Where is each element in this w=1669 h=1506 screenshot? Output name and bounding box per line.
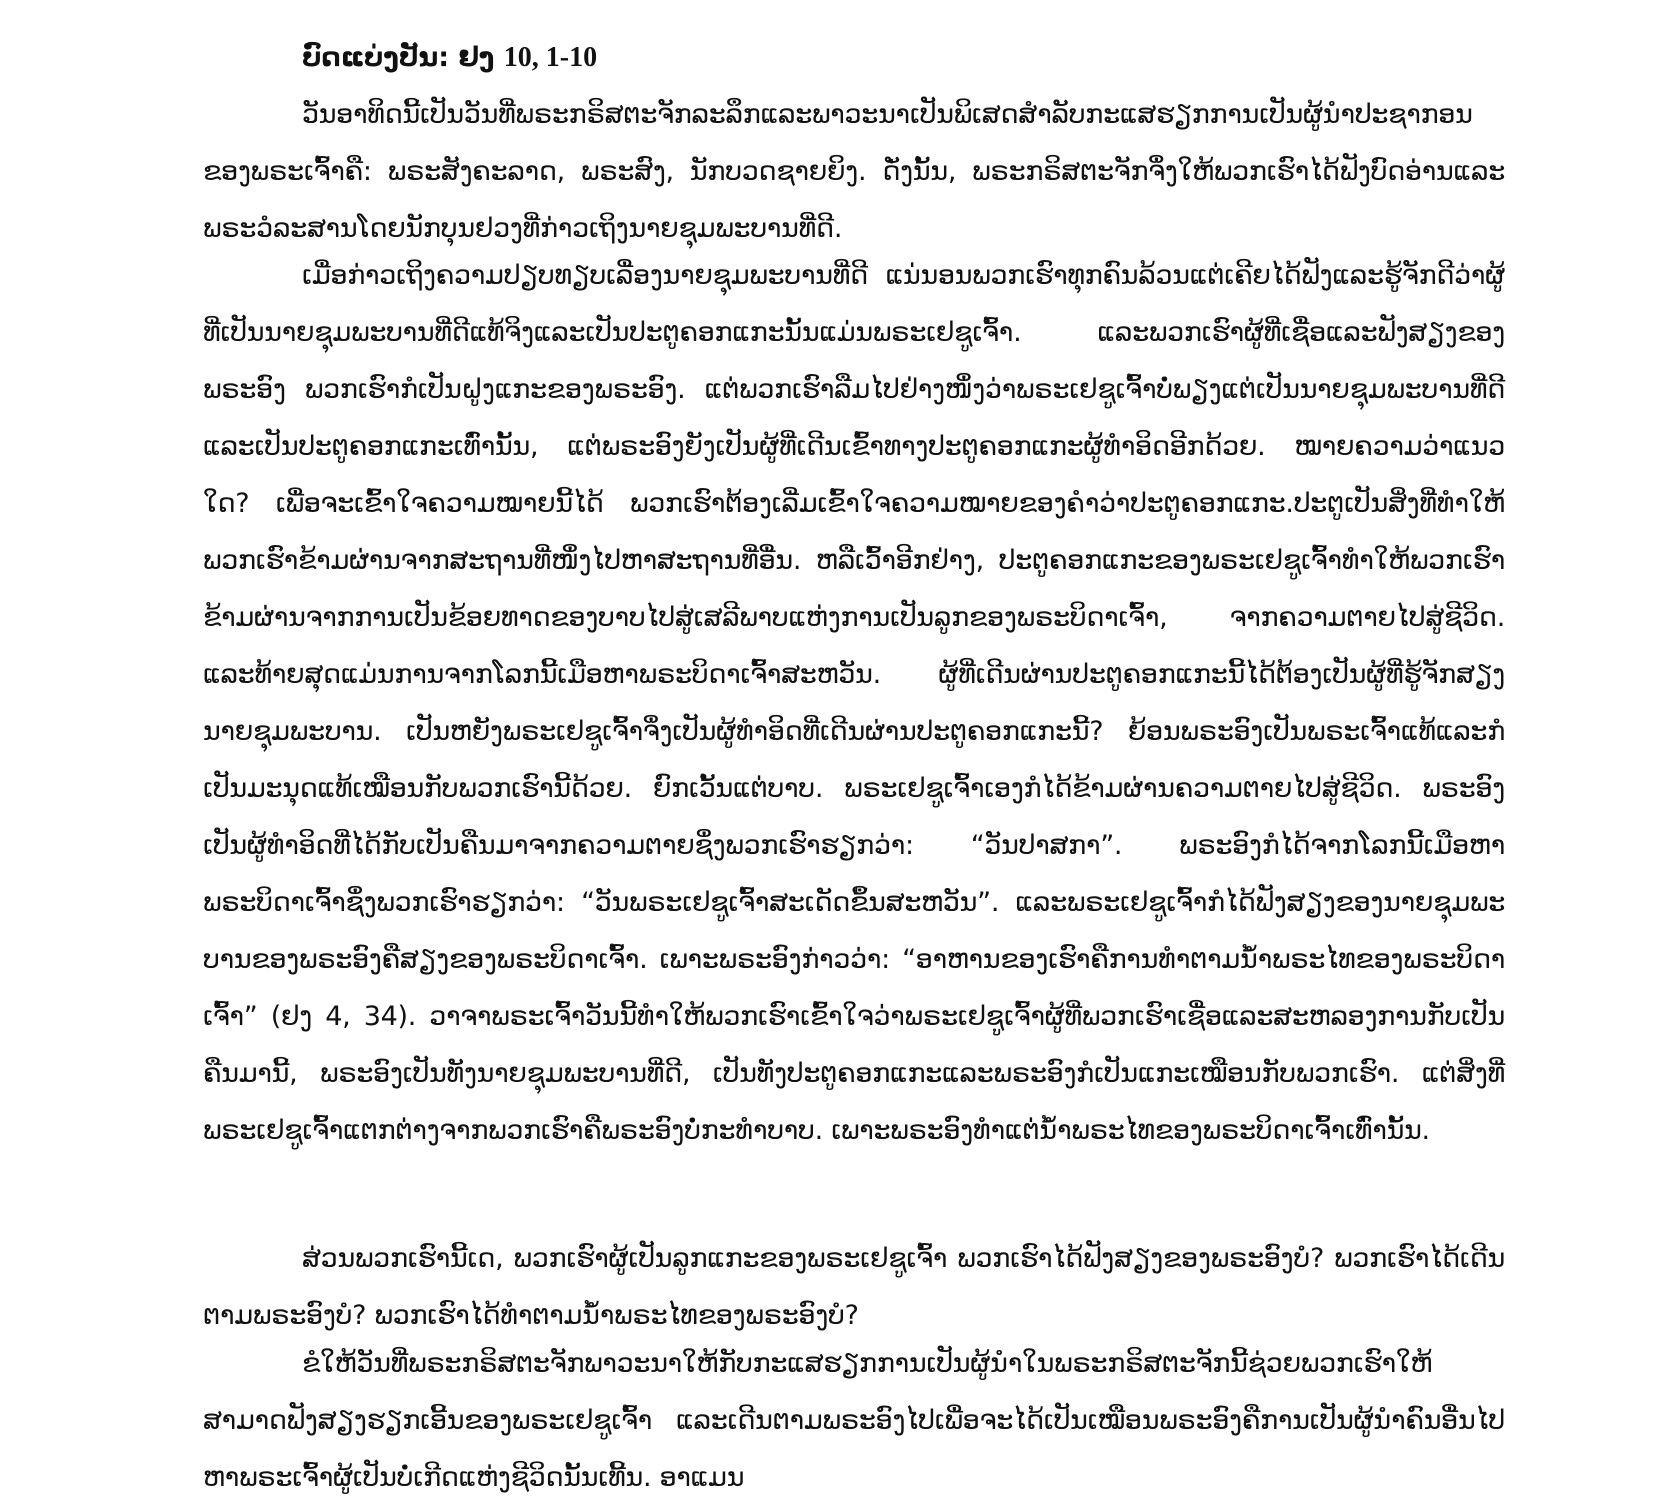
reading-heading — [302, 40, 597, 76]
heading-book: ຢງ — [458, 42, 495, 73]
paragraph-intro: ວັນອາທິດນີ້ເປັນວັນທີ່ພຣະກຣິສຕະຈັກລະລຶກແລະພາວະນາເປັນພິເສດສຳລັບກະແສຮຽກການເປັນຜູ້ນຳປະຊາກອນຂອງພຣະເຈົ້າຄື: ພຣະສັງຄະລາດ, ພຣະສົງ, ນັກບວດຊາຍຍິງ. ດັ່ງນັ້ນ, ພຣະກຣິສຕະຈັກຈຶ່ງໃຫ້ພວກເຮົາໄດ້ຟັງບົດອ່ານແລະພຣະວໍລະສານໂດຍນັກບຸນຢວງທີ່ກ່າວເຖິງນາຍຊຸມພະບານທີ່ດີ. — [203, 99, 1505, 244]
paragraph-reflection: ເມື່ອກ່າວເຖິງຄວາມປຽບທຽບເລື່ອງນາຍຊຸມພະບານທີ່ດີ ແນ່ນອນພວກເຮົາທຸກຄົນລ້ວນແຕ່ເຄີຍໄດ້ຟັງແລະຮູ້ຈັກດີວ່າຜູ້ທີ່ເປັນນາຍຊຸມພະບານທີ່ດີແທ້ຈິງແລະເປັນປະຕູຄອກແກະນັ້ນແມ່ນພຣະເຢຊູເຈົ້າ. ແລະພວກເຮົາຜູ້ທີ່ເຊື່ອແລະຟັງສຽງຂອງພຣະອົງ ພວກເຮົາກໍເປັນຝູງແກະຂອງພຣະອົງ. ແຕ່ພວກເຮົາລືມໄປຢ່າງໜຶ່ງວ່າພຣະເຢຊູເຈົ້າບໍ່ພຽງແຕ່ເປັນນາຍຊຸມພະບານທີ່ດີແລະເປັນປະຕູຄອກແກະເທົ່ານັ້ນ, ແຕ່ພຣະອົງຍັງເປັນຜູ້ທີ່ເດີນເຂົ້າທາງປະຕູຄອກແກະຜູ້ທຳອິດອີກດ້ວຍ. ໝາຍຄວາມວ່າແນວໃດ? ເພື່ອຈະເຂົ້າໃຈຄວາມໝາຍນີ້ໄດ້ ພວກເຮົາຕ້ອງເລີ່ມເຂົ້າໃຈຄວາມໝາຍຂອງຄຳວ່າປະຕູຄອກແກະ.ປະຕູເປັນສິ່ງທີ່ທຳໃຫ້ພວກເຮົາຂ້າມຜ່ານຈາກສະຖານທີ່ໜຶ່ງໄປຫາສະຖານທີ່ອື່ນ. ຫລືເວົ້າອີກຢ່າງ, ປະຕູຄອກແກະຂອງພຣະເຢຊູເຈົ້າທຳໃຫ້ພວກເຮົາຂ້າມຜ່ານຈາກການເປັນຂ້ອຍທາດຂອງບາບໄປສູ່ເສລີພາບແຫ່ງການເປັນລູກຂອງພຣະບິດາເຈົ້າ, ຈາກຄວາມຕາຍໄປສູ່ຊີວິດ. ແລະທ້າຍສຸດແມ່ນການຈາກໂລກນີ້ເມືອຫາພຣະບິດາເຈົ້າສະຫວັນ. ຜູ້ທີ່ເດີນຜ່ານປະຕູຄອກແກະນີ້ໄດ້ຕ້ອງເປັນຜູ້ທີ່ຮູ້ຈັກສຽງນາຍຊຸມພະບານ. ເປັນຫຍັງພຣະເຢຊູເຈົ້າຈຶ່ງເປັນຜູ້ທຳອິດທີ່ເດີນຜ່ານປະຕູຄອກແກະນີ້? ຍ້ອນພຣະອົງເປັນພຣະເຈົ້າແທ້ແລະກໍເປັນມະນຸດແທ້ເໝືອນກັບພວກເຮົານີ້ດ້ວຍ. ຍົກເວັ້ນແຕ່ບາບ. ພຣະເຢຊູເຈົ້າເອງກໍໄດ້ຂ້າມຜ່ານຄວາມຕາຍໄປສູ່ຊີວິດ. ພຣະອົງເປັນຜູ້ທຳອິດທີ່ໄດ້ກັບເປັນຄືນມາຈາກຄວາມຕາຍຊຶ່ງພວກເຮົາຮຽກວ່າ: “ວັນປາສກາ”. ພຣະອົງກໍໄດ້ຈາກໂລກນີ້ເມືອຫາພຣະບິດາເຈົ້າຊຶ່ງພວກເຮົາຮຽກວ່າ: “ວັນພຣະເຢຊູເຈົ້າສະເດັດຂຶ້ນສະຫວັນ”. ແລະພຣະເຢຊູເຈົ້າກໍໄດ້ຟັງສຽງຂອງນາຍຊຸມພະບານຂອງພຣະອົງຄືສຽງຂອງພຣະບິດາເຈົ້າ. ເພາະພຣະອົງກ່າວວ່າ: “ອາຫານຂອງເຮົາຄືການທຳຕາມນ້ຳພຣະໄທຂອງພຣະບິດາເຈົ້າ” (ຢງ 4, 34). ວາຈາພຣະເຈົ້າວັນນີ້ທຳໃຫ້ພວກເຮົາເຂົ້າໃຈວ່າພຣະເຢຊູເຈົ້າຜູ້ທີ່ພວກເຮົາເຊື່ອແລະສະຫລອງການກັບເປັນຄືນມານີ້, ພຣະອົງເປັນທັງນາຍຊຸມພະບານທີ່ດີ, ເປັນທັງປະຕູຄອກແກະແລະພຣະອົງກໍເປັນແກະເໝືອນກັບພວກເຮົາ. ແຕ່ສິ່ງທີ່ພຣະເຢຊູເຈົ້າແຕກຕ່າງຈາກພວກເຮົາຄືພຣະອົງບໍ່ກະທຳບາບ. ເພາະພຣະອົງທຳແຕ່ນ້ຳພຣະໄທຂອງພຣະບິດາເຈົ້າເທົ່ານັ້ນ. — [203, 260, 1505, 1146]
heading-reference: 10, 1-10 — [503, 42, 598, 73]
paragraph-prayer: ຂໍໃຫ້ວັນທີ່ພຣະກຣິສຕະຈັກພາວະນາໃຫ້ກັບກະແສຮຽກການເປັນຜູ້ນຳໃນພຣະກຣິສຕະຈັກນີ້ຊ່ວຍພວກເຮົາໃຫ້ສາມາດຟັງສຽງຮຽກເອີ້ນຂອງພຣະເຢຊູເຈົ້າ ແລະເດີນຕາມພຣະອົງໄປເພື່ອຈະໄດ້ເປັນເໝືອນພຣະອົງຄືການເປັນຜູ້ນຳຄົນອື່ນໄປຫາພຣະເຈົ້າຜູ້ເປັນບໍ່ເກີດແຫ່ງຊີວິດນັ້ນເທີ້ນ. ອາແມນ — [203, 1348, 1505, 1493]
heading-label: ບົດແບ່ງປັນ: — [302, 42, 450, 73]
paragraph-questions: ສ່ວນພວກເຮົານີ້ເດ, ພວກເຮົາຜູ້ເປັນລູກແກະຂອງພຣະເຢຊູເຈົ້າ ພວກເຮົາໄດ້ຟັງສຽງຂອງພຣະອົງບໍ? ພວກເຮົາໄດ້ເດີນຕາມພຣະອົງບໍ? ພວກເຮົາໄດ້ທຳຕາມນ້ຳພຣະໄທຂອງພຣະອົງບໍ? — [203, 1243, 1505, 1331]
